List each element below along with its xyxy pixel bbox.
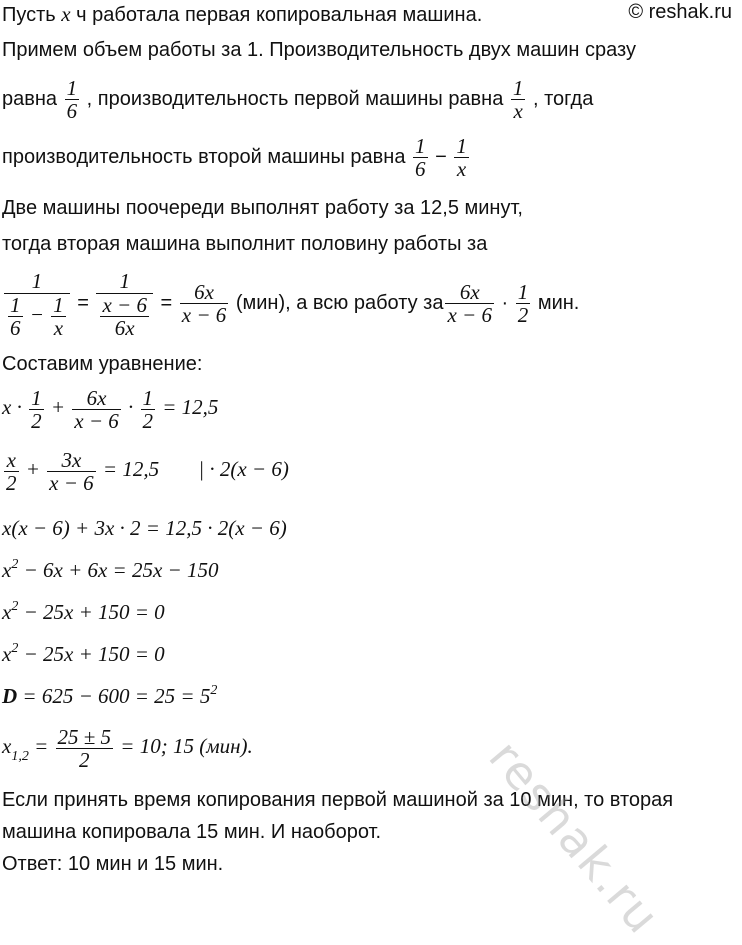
roots-fraction: $\frac{25 \pm 5}{2}$ [57,724,112,772]
equals: = [71,292,95,314]
text: (мин), а всю работу за [230,292,444,314]
fraction-1-2: $\frac{1}{2}$ [517,280,529,328]
text: производительность второй машины равна [2,146,412,168]
fraction-1-6: $\frac{1}{6}$ [66,76,78,124]
text-line-6: тогда вторая машина выполнит половину работы за [2,233,488,255]
problem-line-3 [2,76,593,122]
fraction-3x-over-x-minus-6: $\frac{3x}{x - 6}$ [49,447,94,495]
copyright-label: © reshak.ru [628,1,732,23]
problem-line-2: Примем объем работы за 1. Производительность двух машин сразу [2,39,637,61]
text: равна [2,88,63,110]
text: ч работала первая копировальная машина. [70,4,483,26]
equation-5: $x^2 - 25x + 150 = 0$ [2,599,165,624]
nested-fraction: $\frac{1}{\frac{x - 6}{6x}}$ [96,270,153,338]
fraction-1-6: $\frac{1}{6}$ [415,134,426,182]
fraction-1-x: $\frac{1}{x}$ [456,134,467,182]
equation-2: $\frac{x}{2}$ + $\frac{3x}{x - 6}$ = 12,5 | · 2(x − 6) [6,447,289,495]
text: Пусть [2,4,62,26]
equation-3: x(x − 6) + 3x · 2 = 12,5 · 2(x − 6) [2,516,287,540]
var-x: x [61,2,71,26]
text-line-5: Две машины поочереди выполнят работу за 12,5 минут, [2,197,523,219]
fraction-1-x: $\frac{1}{x}$ [512,76,524,124]
text: , производительность первой машины равна [86,88,509,110]
fraction-1-2: $\frac{1}{2}$ [142,385,153,433]
minus: − [429,146,453,168]
equation-6: $x^2 - 25x + 150 = 0$ [2,641,165,666]
text-line-8: Составим уравнение: [2,353,203,375]
dot: · [495,292,514,314]
answer-line: Ответ: 10 мин и 15 мин. [2,853,224,875]
discriminant-line: $D = 625 - 600 = 25 = 5^2$ [2,683,218,708]
fraction-1-2: $\frac{1}{2}$ [31,385,42,433]
discriminant-symbol: D [2,684,18,708]
roots-line: $x_{1,2}$ = $\frac{25 \pm 5}{2}$ = 10; 15 (мин). [2,724,253,772]
watermark: reshak.ru [478,730,671,945]
conclusion-line-1: Если принять время копирования первой машиной за 10 мин, то вторая [2,789,674,811]
problem-line-1 [2,2,482,27]
fraction-6x-over-x-minus-6: $\frac{6x}{x - 6}$ [181,280,227,328]
text: мин. [532,292,580,314]
conclusion-line-2: машина копировала 15 мин. И наоборот. [2,821,382,843]
complex-fraction: 1 $\frac{1}{6}$ − $\frac{1}{x}$ [4,270,70,338]
fraction-6x-over-x-minus-6: $\frac{6x}{x - 6}$ [74,385,119,433]
equation-4: $x^2 - 6x + 6x = 25x - 150$ [2,557,219,582]
fraction-x-2: $\frac{x}{2}$ [6,447,17,495]
multiplier-note: | · 2(x − 6) [198,457,289,481]
formula-line-7 [2,268,579,338]
problem-line-4 [2,134,471,180]
equals: = [154,292,178,314]
text: , тогда [532,88,594,110]
equation-1: x · $\frac{1}{2}$ + $\frac{6x}{x - 6}$ · $\frac{1}{2}$ = 12,5 [2,385,219,433]
fraction-6x-over-x-minus-6: $\frac{6x}{x - 6}$ [447,280,492,328]
